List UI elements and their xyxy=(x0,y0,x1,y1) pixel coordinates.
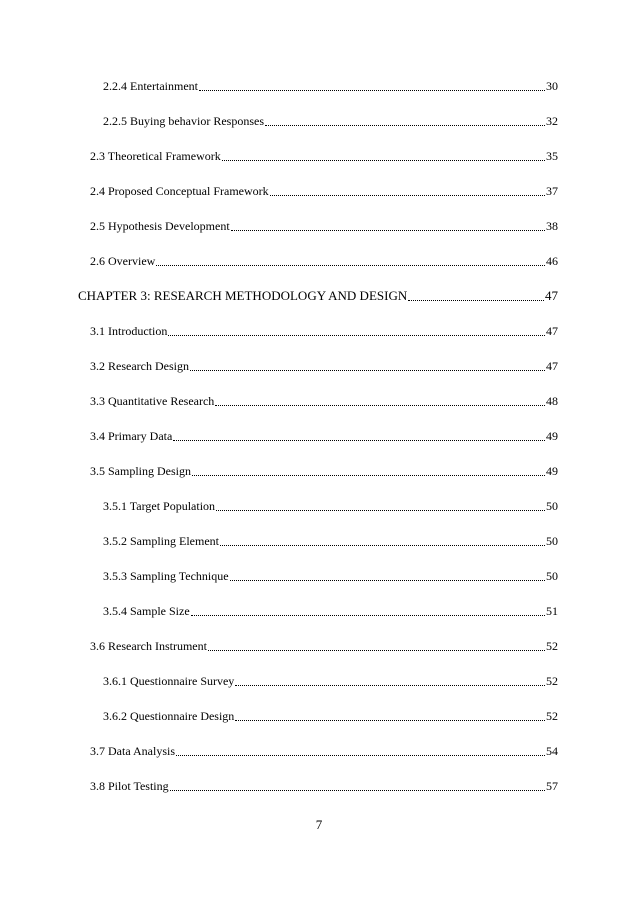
toc-entry-title: 3.5.2 Sampling Element xyxy=(103,534,219,548)
toc-dot-leader xyxy=(235,708,545,721)
toc-entry-page: 48 xyxy=(546,394,558,408)
toc-entry-page: 46 xyxy=(546,254,558,268)
toc-entry[interactable] xyxy=(103,75,558,93)
toc-entry-page: 38 xyxy=(546,219,558,233)
toc-entry-page: 47 xyxy=(545,288,558,303)
toc-entry-page: 32 xyxy=(546,114,558,128)
toc-dot-leader xyxy=(265,113,545,126)
toc-entry[interactable] xyxy=(90,775,558,793)
toc-entry[interactable] xyxy=(90,425,558,443)
toc-dot-leader xyxy=(208,638,545,651)
toc-dot-leader xyxy=(231,218,545,231)
toc-entry[interactable] xyxy=(90,390,558,408)
toc-entry[interactable] xyxy=(103,495,558,513)
toc-dot-leader xyxy=(216,498,545,511)
toc-entry-title: 3.2 Research Design xyxy=(90,359,189,373)
toc-entry[interactable] xyxy=(90,635,558,653)
toc-entry[interactable] xyxy=(90,250,558,268)
toc-entry-page: 57 xyxy=(546,779,558,793)
toc-entry[interactable] xyxy=(90,180,558,198)
toc-entry-title: 3.6 Research Instrument xyxy=(90,639,207,653)
toc-dot-leader xyxy=(170,778,545,791)
toc-entry-title: 3.5 Sampling Design xyxy=(90,464,191,478)
toc-entry-page: 50 xyxy=(546,569,558,583)
toc-entry-page: 50 xyxy=(546,534,558,548)
toc-entry[interactable] xyxy=(90,740,558,758)
toc-entry-title: 2.4 Proposed Conceptual Framework xyxy=(90,184,269,198)
toc-dot-leader xyxy=(168,323,545,336)
toc-entry-title: 3.3 Quantitative Research xyxy=(90,394,215,408)
toc-entry-page: 49 xyxy=(546,464,558,478)
toc-entry-title: 3.6.1 Questionnaire Survey xyxy=(103,674,235,688)
toc-dot-leader xyxy=(192,463,545,476)
toc-dot-leader xyxy=(235,673,545,686)
toc-dot-leader xyxy=(270,183,545,196)
toc-dot-leader xyxy=(220,533,545,546)
toc-entry-title: 3.5.4 Sample Size xyxy=(103,604,190,618)
toc-dot-leader xyxy=(156,253,545,266)
toc-entry-title: 2.3 Theoretical Framework xyxy=(90,149,221,163)
toc-entry-title: 3.8 Pilot Testing xyxy=(90,779,169,793)
toc-entry[interactable] xyxy=(90,355,558,373)
toc-entry[interactable] xyxy=(103,565,558,583)
toc-entry-title: 3.6.2 Questionnaire Design xyxy=(103,709,235,723)
toc-dot-leader xyxy=(230,568,545,581)
toc-entry-title: 2.6 Overview xyxy=(90,254,156,268)
toc-entry[interactable] xyxy=(103,530,558,548)
toc-entry-page: 35 xyxy=(546,149,558,163)
toc-entry-title: 3.4 Primary Data xyxy=(90,429,173,443)
toc-dot-leader xyxy=(215,393,545,406)
toc-entry-title: 2.2.5 Buying behavior Responses xyxy=(103,114,264,128)
toc-entry[interactable] xyxy=(103,670,558,688)
toc-entry-title: 3.7 Data Analysis xyxy=(90,744,175,758)
toc-entry-page: 52 xyxy=(546,674,558,688)
toc-entry[interactable] xyxy=(90,320,558,338)
toc-entry-page: 50 xyxy=(546,499,558,513)
toc-dot-leader xyxy=(173,428,545,441)
toc-entry-title: CHAPTER 3: RESEARCH METHODOLOGY AND DESIGN xyxy=(78,288,408,303)
toc-entry[interactable] xyxy=(90,460,558,478)
toc-entry[interactable] xyxy=(90,145,558,163)
toc-entry-page: 54 xyxy=(546,744,558,758)
toc-dot-leader xyxy=(199,78,545,91)
toc-dot-leader xyxy=(190,358,545,371)
toc-entry-title: 2.5 Hypothesis Development xyxy=(90,219,230,233)
toc-entry[interactable] xyxy=(103,705,558,723)
toc-entry-page: 47 xyxy=(546,324,558,338)
toc-entry-page: 49 xyxy=(546,429,558,443)
toc-entry-page: 37 xyxy=(546,184,558,198)
toc-entry-title: 2.2.4 Entertainment xyxy=(103,79,198,93)
toc-entry[interactable] xyxy=(78,285,558,303)
toc-dot-leader xyxy=(222,148,545,161)
toc-entry-page: 30 xyxy=(546,79,558,93)
toc-entry-title: 3.5.1 Target Population xyxy=(103,499,216,513)
toc-entry[interactable] xyxy=(90,215,558,233)
toc-dot-leader xyxy=(176,743,545,756)
toc-entry-page: 47 xyxy=(546,359,558,373)
toc-entry-title: 3.1 Introduction xyxy=(90,324,168,338)
page-number: 7 xyxy=(315,817,323,832)
toc-entry[interactable] xyxy=(103,600,558,618)
toc-dot-leader xyxy=(191,603,545,616)
toc-entry-page: 51 xyxy=(546,604,558,618)
toc-dot-leader xyxy=(408,288,544,301)
toc-entry-page: 52 xyxy=(546,639,558,653)
toc-entry-page: 52 xyxy=(546,709,558,723)
toc-entry[interactable] xyxy=(103,110,558,128)
toc-entry-title: 3.5.3 Sampling Technique xyxy=(103,569,229,583)
